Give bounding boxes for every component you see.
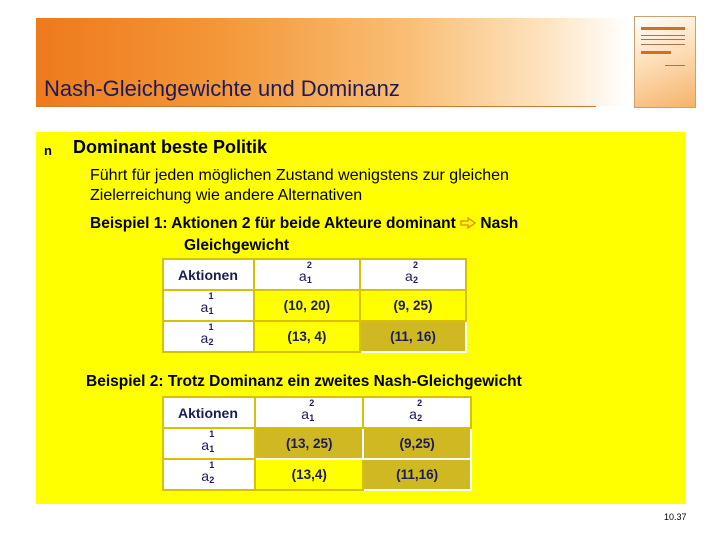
row-header [163, 290, 254, 321]
action-label [403, 260, 423, 286]
action-label [198, 291, 218, 317]
example-1-result: Nash [480, 215, 519, 232]
action-letter: a [409, 406, 417, 422]
example-1-line-1 [90, 214, 518, 234]
table-row [163, 321, 466, 352]
action-letter: a [200, 330, 209, 346]
row-header [163, 428, 255, 459]
example-2-line: Beispiel 2: Trotz Dominanz ein zweites Nash-Gleichgewicht [86, 373, 522, 390]
action-label [407, 398, 427, 424]
column-header [363, 397, 471, 428]
payoff-cell: (9,25) [363, 428, 471, 459]
book-cover-icon [634, 16, 696, 108]
page-number: 10.37 [664, 512, 687, 522]
action-label [199, 429, 219, 455]
action-label [199, 460, 219, 486]
payoff-cell: (13, 25) [255, 428, 363, 459]
table-header-label: Aktionen [163, 259, 254, 290]
action-sub: 1 [306, 275, 312, 285]
table-header-row [163, 397, 471, 428]
action-sub: 2 [412, 275, 418, 285]
action-sub: 1 [309, 413, 315, 423]
payoff-table-1 [162, 258, 467, 353]
action-letter: a [298, 268, 307, 284]
payoff-cell: (13, 4) [254, 321, 360, 352]
action-sub: 2 [209, 475, 215, 485]
payoff-cell: (9, 25) [360, 290, 466, 321]
payoff-cell: (11, 16) [360, 321, 466, 352]
action-sup: 1 [209, 429, 215, 439]
example-1-line-2: Gleichgewicht [184, 237, 290, 254]
action-sup: 2 [417, 398, 423, 408]
description [90, 166, 509, 206]
action-sup: 1 [209, 460, 215, 470]
action-letter: a [301, 406, 310, 422]
action-sup: 1 [208, 291, 214, 301]
title-divider [36, 106, 596, 107]
action-sup: 1 [208, 322, 214, 332]
column-header [255, 397, 363, 428]
hollow-right-arrow-icon [460, 217, 476, 229]
column-header [360, 259, 466, 290]
table-row [163, 290, 466, 321]
action-sub: 1 [209, 444, 215, 454]
slide-title: Nash-Gleichgewichte und Dominanz [44, 76, 400, 101]
action-label [198, 322, 218, 348]
payoff-cell: (13,4) [255, 459, 363, 490]
action-sup: 2 [309, 398, 315, 408]
action-letter: a [201, 437, 209, 453]
table-header-label: Aktionen [163, 397, 255, 428]
table-row [163, 459, 471, 490]
action-sub: 1 [208, 306, 214, 316]
example-1-text: Beispiel 1: Aktionen 2 für beide Akteure dominant [90, 215, 456, 232]
table-header-row [163, 259, 466, 290]
action-sub: 2 [208, 337, 214, 347]
payoff-cell: (10, 20) [254, 290, 360, 321]
action-letter: a [200, 299, 209, 315]
action-letter: a [201, 468, 209, 484]
column-header [254, 259, 360, 290]
action-label [299, 398, 319, 424]
description-line: Zielerreichung wie andere Alternativen [90, 187, 363, 204]
action-sup: 2 [412, 260, 418, 270]
row-header [163, 459, 255, 490]
table-row [163, 428, 471, 459]
row-header [163, 321, 254, 352]
action-label [297, 260, 317, 286]
description-line: Führt für jeden möglichen Zustand wenigstens zur gleichen [90, 167, 509, 184]
payoff-table-2 [162, 396, 472, 491]
bullet-heading: Dominant beste Politik [73, 137, 268, 157]
action-letter: a [404, 268, 413, 284]
payoff-cell: (11,16) [363, 459, 471, 490]
action-sub: 2 [417, 413, 423, 423]
bullet-marker: n [44, 143, 52, 158]
action-sup: 2 [306, 260, 312, 270]
